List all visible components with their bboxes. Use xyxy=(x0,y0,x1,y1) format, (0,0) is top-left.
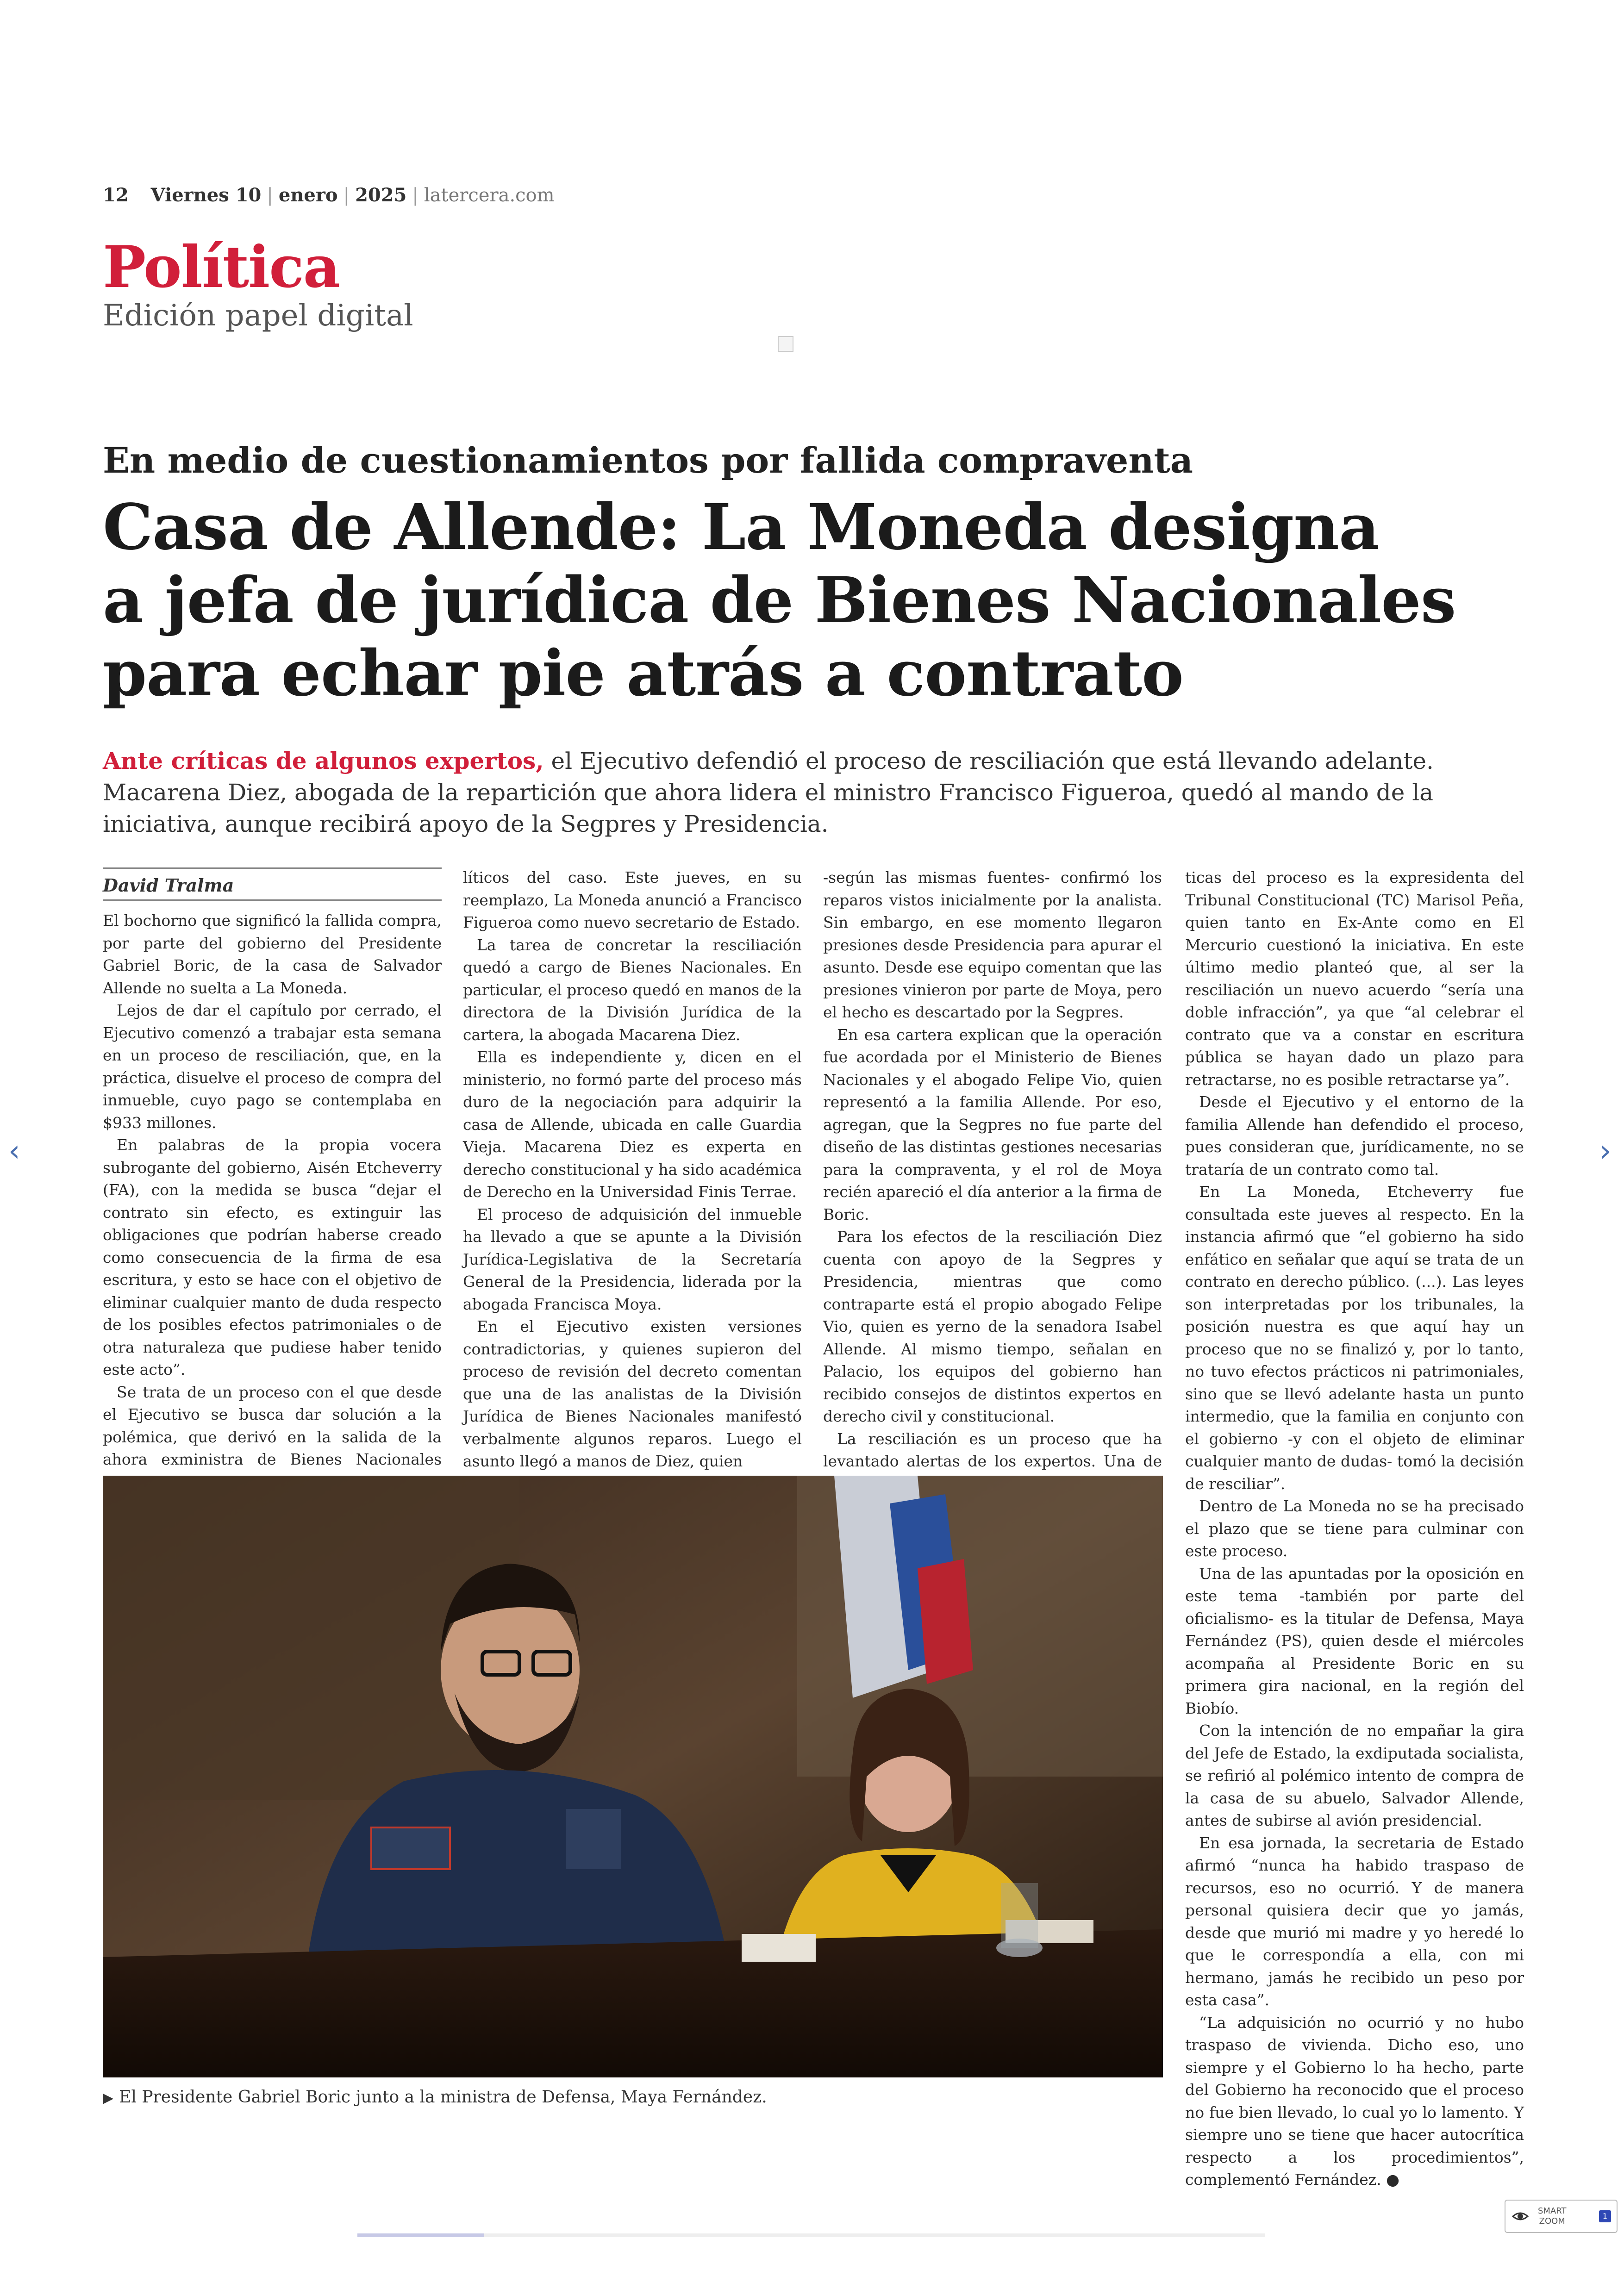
paragraph: La tarea de concretar la resciliación quedó a cargo de Bienes Nacionales. En particular, el proceso quedó en manos de la directora de la División Jurídica de la cartera, la abogada Macarena Diez. xyxy=(463,935,802,1044)
paragraph: En esa cartera explican que la operación fue acordada por el Ministerio de Bienes Nacionales y el abogado Felipe Vio, quien representó a la familia Allende. Por eso, agregan, que la Segpres no fue parte del diseño de las distintas gestiones necesarias para la compraventa, y el rol de Moya recién apareció el día anterior a la firma de Boric. xyxy=(823,1025,1162,1223)
article-column-1 xyxy=(103,910,442,1468)
article-kicker: En medio de cuestionamientos por fallida compraventa xyxy=(103,440,1193,481)
lead-text: el Ejecutivo defendió el proceso de resciliación que está llevando adelante. Macarena Diez, abogada de la repartición que ahora lidera el ministro Francisco Figueroa, quedó al mando de la iniciativa, aunque recibirá apoyo de la Segpres y Presidencia. xyxy=(103,748,1434,837)
article-photo[interactable] xyxy=(103,1476,1163,2077)
paragraph: Una de las apuntadas por la oposición en este tema -también por parte del oficialismo- es la titular de Defensa, Maya Fernández (PS), quien desde el miércoles acompaña al Presidente Boric en su primera gira nacional, en la región del Biobío. xyxy=(1185,1564,1524,1717)
paragraph: líticos del caso. Este jueves, en su reemplazo, La Moneda anunció a Francisco Figueroa como nuevo secretario de Estado. xyxy=(463,868,802,931)
paragraph: En palabras de la propia vocera subrogante del gobierno, Aisén Etcheverry (FA), con la medida se busca “dejar el contrato sin efecto, es extinguir las obligaciones que podrían haberse creado como consecuencia de la firma de esa escritura, y esto se hace con el objetivo de eliminar cualquier manto de duda respecto de los posibles efectos patrimoniales o de otra naturaleza que pudiese haber tenido este acto”. xyxy=(103,1136,442,1378)
smart-zoom-button[interactable] xyxy=(1505,2200,1618,2233)
photo-caption xyxy=(103,2088,767,2107)
caption-marker-icon: ▶ xyxy=(103,2090,114,2106)
paragraph: Desde el Ejecutivo y el entorno de la familia Allende han defendido el proceso, pues consideran que, jurídicamente, no se trataría de un contrato como tal. xyxy=(1185,1093,1524,1179)
byline-rule-top xyxy=(103,867,442,869)
caption-text: El Presidente Gabriel Boric junto a la ministra de Defensa, Maya Fernández. xyxy=(119,2088,767,2107)
paragraph: En La Moneda, Etcheverry fue consultada este jueves al respecto. En la instancia afirmó que “el gobierno ha sido enfático en señalar que aquí se trata de un contrato en derecho público. (...). Las leyes son interpretadas por los tribunales, la posición nuestra es que aquí hay un proceso que no se finalizó y, por lo tanto, no tuvo efectos prácticos ni patrimoniales, sino que se llevó adelante hasta un punto intermedio, que la familia en conjunto con el gobierno -y con el objeto de eliminar cualquier manto de dudas- tomó la decisión de resciliar”. xyxy=(1185,1183,1524,1493)
chevron-left-icon[interactable]: ‹ xyxy=(8,1134,20,1168)
masthead xyxy=(103,184,555,206)
paragraph: Lejos de dar el capítulo por cerrado, el Ejecutivo comenzó a trabajar esta semana en un proceso de resciliación, que, en la práctica, disuelve el proceso de compra del inmueble, cuyo pago se contemplaba en $933 millones. xyxy=(103,1001,442,1132)
paragraph: Con la intención de no empañar la gira del Jefe de Estado, la exdiputada socialista, se refirió al polémico intento de compra de la casa de su abuelo, Salvador Allende, antes de subirse al avión presidencial. xyxy=(1185,1721,1524,1829)
article-lead xyxy=(103,745,1473,840)
paragraph: El proceso de adquisición del inmueble ha llevado a que se apunte a la División Jurídica-Legislativa de la Secretaría General de la Presidencia, liderada por la abogada Francisca Moya. xyxy=(463,1205,802,1313)
headline-line: Casa de Allende: La Moneda designa xyxy=(103,490,1380,564)
divider: | xyxy=(267,184,273,206)
byline: David Tralma xyxy=(103,875,234,896)
paragraph: En el Ejecutivo existen versiones contradictorias, y quienes supieron del proceso de revisión del decreto comentan que una de las analistas de la División Jurídica de Bienes Nacionales manifestó verbalmente algunos reparos. Luego el asunto llegó a manos de Diez, quien xyxy=(463,1317,802,1470)
masthead-year: 2025 xyxy=(355,184,407,206)
article-headline xyxy=(103,491,1482,710)
page-badge: 1 xyxy=(1599,2210,1611,2222)
smart-zoom-label-line: ZOOM xyxy=(1539,2216,1565,2226)
divider: | xyxy=(412,184,418,206)
page-marker-icon xyxy=(778,336,793,352)
page-progress-bar[interactable] xyxy=(357,2233,1265,2237)
paragraph: Dentro de La Moneda no se ha precisado el plazo que se tiene para culminar con este proceso. xyxy=(1185,1497,1524,1560)
smart-zoom-label-line: SMART xyxy=(1538,2206,1567,2216)
article-column-2 xyxy=(463,867,802,1470)
photo-illustration xyxy=(103,1476,1163,2077)
eye-icon xyxy=(1511,2207,1530,2226)
chevron-right-icon[interactable]: › xyxy=(1599,1134,1612,1168)
smart-zoom-label xyxy=(1538,2206,1566,2226)
headline-line: a jefa de jurídica de Bienes Nacionales xyxy=(103,563,1456,637)
paragraph: Ella es independiente y, dicen en el ministerio, no formó parte del proceso más duro de la negociación para adquirir la casa de Allende, ubicada en calle Guardia Vieja. Macarena Diez es experta en derecho constitucional y ha sido académica de Derecho en la Universidad Finis Terrae. xyxy=(463,1048,802,1201)
paragraph: Para los efectos de la resciliación Diez cuenta con apoyo de la Segpres y Presidencia, mientras que como contraparte está el propio abogado Felipe Vio, quien es yerno de la senadora Isabel Allende. Al mismo tiempo, señalan en Palacio, los equipos del gobierno han recibido consejos de distintos expertos en derecho civil y constitucional. xyxy=(823,1228,1162,1425)
section-title: Política xyxy=(103,234,340,301)
paragraph: El bochorno que significó la fallida compra, por parte del gobierno del Presidente Gabriel Boric, de la casa de Salvador Allende no suelta a La Moneda. xyxy=(103,911,442,997)
section-subtitle: Edición papel digital xyxy=(103,299,413,333)
masthead-month: enero xyxy=(278,184,338,206)
paragraph: En esa jornada, la secretaria de Estado afirmó “nunca ha habido traspaso de recursos, eso no ocurrió. Y de manera personal quisiera decir que yo jamás, desde que murió mi madre y yo heredé lo que le correspondía a ella, con mi hermano, jamás he recibido un peso por esta casa”. xyxy=(1185,1834,1524,2009)
headline-line: para echar pie atrás a contrato xyxy=(103,636,1183,711)
masthead-day: Viernes 10 xyxy=(150,184,262,206)
byline-rule-bottom xyxy=(103,899,442,901)
page-progress-fill xyxy=(357,2233,484,2237)
article-column-4 xyxy=(1185,867,1524,2189)
lead-highlight: Ante críticas de algunos expertos, xyxy=(103,747,544,774)
masthead-site[interactable]: latercera.com xyxy=(424,184,555,206)
paragraph: Se trata de un proceso con el que desde el Ejecutivo se busca dar solución a la polémica, que derivó en la salida de la ahora exministra de Bienes Nacionales xyxy=(103,1383,442,1468)
paragraph: La resciliación es un proceso que ha levantado alertas de los expertos. Una de xyxy=(823,1429,1162,1470)
paragraph: -según las mismas fuentes- confirmó los reparos vistos inicialmente por la analista. Sin embargo, en ese momento llegaron presiones desde Presidencia para apurar el asunto. Desde ese equipo comentan que las presiones vinieron por parte de Moya, pero el hecho es descartado por la Segpres. xyxy=(823,868,1162,1021)
page-number: 12 xyxy=(103,184,129,206)
paragraph: “La adquisición no ocurrió y no hubo traspaso de vivienda. Dicho eso, uno siempre y el Gobierno lo ha hecho, parte del Gobierno ha reconocido que el proceso no fue bien llevado, lo cual yo lo lamento. Y siempre uno se tiene que hacer autocrítica respecto a los procedimientos”, complementó Fernández. ● xyxy=(1185,2013,1524,2189)
paragraph: ticas del proceso es la expresidenta del Tribunal Constitucional (TC) Marisol Peña, quien tanto en Ex-Ante como en El Mercurio cuestionó la iniciativa. En este último medio planteó que, al ser la resciliación un nuevo acuerdo “sería una doble infracción”, ya que “al celebrar el contrato que va a constar en escritura pública se hayan dado un plazo para retractarse, no es posible retractarse ya”. xyxy=(1185,868,1524,1089)
article-column-3 xyxy=(823,867,1162,1470)
divider: | xyxy=(343,184,350,206)
